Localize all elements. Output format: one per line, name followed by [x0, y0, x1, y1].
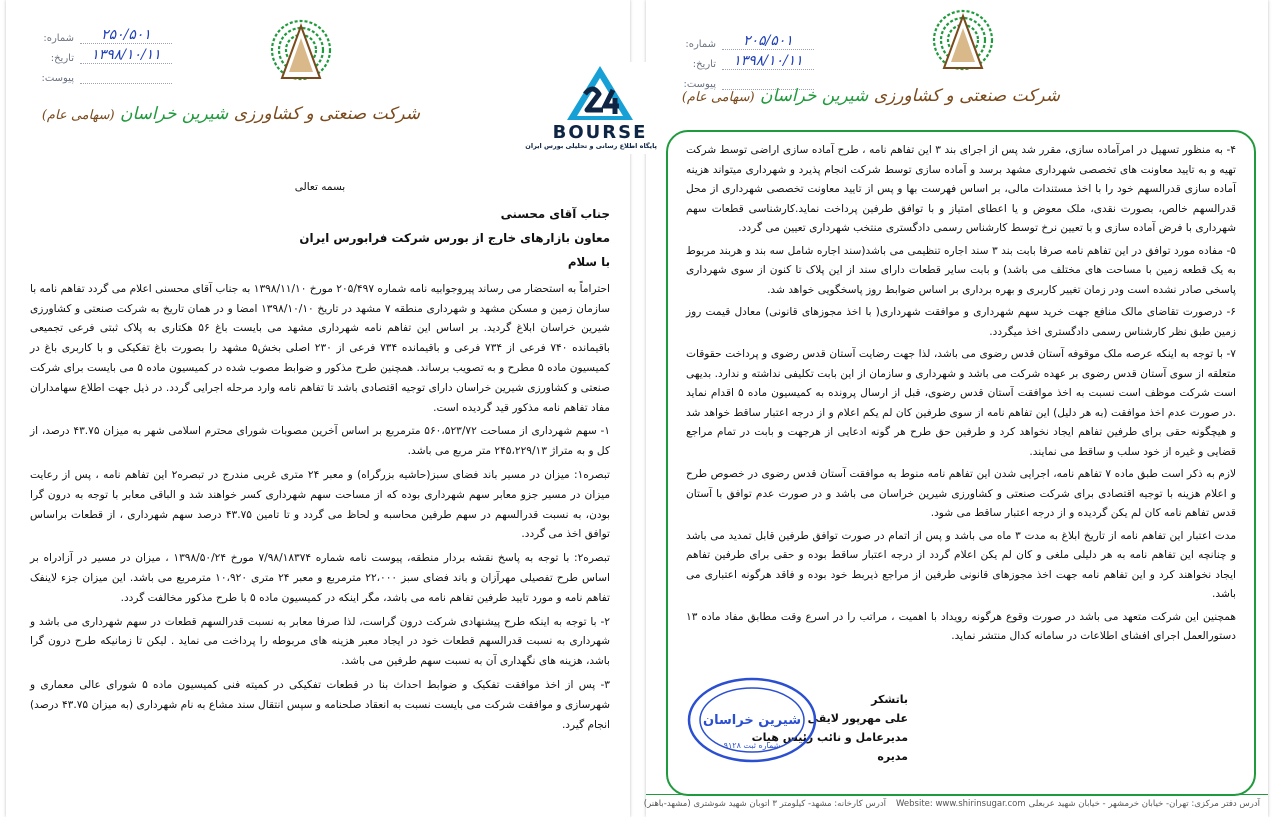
- paragraph: تبصره۲: با توجه به پاسخ نقشه بردار منطقه، پیوست نامه شماره ۷/۹۸/۱۸۳۷۴ مورخ ۱۳۹۸/۵۰/۲۴ ، میزان در مسیر در آزادراه بر اساس طرح تفصیلی مهرآزان و باند فضای سبز ۲۲،۰۰۰ مترمربع و معبر ۲۴ متری ۱۰،۹۲۰ مترمربع می باشد. این میزان جزء لاینفک تفاهم نامه و مورد تایید طرفین تفاهم نامه می باشد، مگر اینکه در کمیسیون ماده ۵ با طرح مذکور مخالفت گردد.: [30, 552, 610, 604]
- closing: باتشکر: [871, 693, 908, 706]
- reference-block: [34, 24, 172, 84]
- date-label: تاریخ:: [50, 53, 74, 64]
- date-label: تاریخ:: [692, 59, 716, 70]
- bourse-watermark: [525, 62, 657, 154]
- company-stamp-icon: [686, 676, 818, 764]
- bourse-tagline: پایگاه اطلاع رسانی و تحلیلی بورس ایران: [525, 142, 657, 150]
- paragraph: مدت اعتبار این تفاهم نامه از تاریخ ابلاغ به مدت ۳ ماه می باشد و پس از اتمام در صورت توافق طرفین قابل تمدید می باشد و چنانچه این تفاهم نامه به هر دلیلی ملغی و کان لم یکن اعلام گردد از درجه اعتبار ساقط بوده و حقی برای طرفین تفاهم ایجاد نخواهند کرد و این تفاهم نامه جهت اخذ مجوزهای قانونی طرفین از مراجع ذیربط خود بوده و فاقد هرگونه اعتباری می باشد.: [686, 529, 1236, 600]
- bourse-name: BOURSE: [552, 122, 648, 143]
- number-label: شماره:: [685, 39, 716, 50]
- number-label: شماره:: [43, 33, 74, 44]
- page-footer: [643, 794, 1268, 817]
- company-name: شرکت صنعتی و کشاورزی شیرین خراسان (سهامی عام): [681, 86, 1060, 106]
- letter-page-2: [643, 0, 1268, 817]
- paragraph: ۳- پس از اخذ موافقت تفکیک و ضوابط احداث بنا در قطعات تفکیکی در کمیته فنی کمیسیون ماده ۵ شورای عالی معماری و شهرسازی و موافقت شرکت می بایست نسبت به انعقاد صلحنامه و سپس انتقال سند مشاع به نام شهرداری (به میزان ۴۳.۷۵ درصد) انجام گیرد.: [30, 678, 611, 731]
- paragraph: ۲- با توجه به اینکه طرح پیشنهادی شرکت درون گراست، لذا صرفا معابر به نسبت قدرالسهم قطعات در سهم شهرداری می باشد و شهرداری به نسبت قدرالسهم قطعات خود در ایجاد معبر هزینه های مربوطه را پرداخت می نماید . لیکن تا زمانیکه طرح درون گرا باشد، هزینه های نگهداری آن به نسبت سهم طرفین می باشد.: [30, 615, 610, 668]
- letter-number: ۲۰۵/۵۰۱: [722, 33, 814, 50]
- bourse-logo-icon: [563, 64, 637, 124]
- attachment-value: [80, 83, 172, 84]
- company-name: شرکت صنعتی و کشاورزی شیرین خراسان (سهامی عام): [41, 104, 420, 124]
- letter-body: [686, 141, 1236, 650]
- footer-office-address: آدرس دفتر مرکزی: تهران- خیابان خرمشهر - خیابان شهید عربعلی: [1028, 799, 1260, 809]
- company-logo-icon: [270, 16, 332, 90]
- letter-body: [30, 178, 610, 739]
- footer-website: Website: www.shirinsugar.com: [896, 799, 1026, 809]
- paragraph: تبصره۱: میزان در مسیر باند فضای سبز(حاشیه بزرگراه) و معبر ۲۴ متری غربی مندرج در تبصره۲ این تفاهم نامه ، پس از رعایت میزان در مسیر جزو معابر سهم شهرداری بوده که از مساحت سهم شهرداری کسر خواهند شد و الباقی معابر با توجه به درون گرا بودن، به نسبت قدرالسهم در سهم طرفین محاسبه و لحاظ می گردد و تا تامین ۴۳.۷۵ درصد سهم شهرداری ، از قطعات براساس توافق اخذ می گردد.: [30, 468, 610, 541]
- basmala: بسمه تعالی: [294, 181, 346, 193]
- stamp-number: شماره ثبت ۹۱۲۸: [723, 741, 781, 750]
- signer-title: مدیرعامل و نائب رئیس هیات مدیره: [751, 731, 908, 763]
- company-logo-icon: [932, 6, 994, 80]
- paragraph: ۷- با توجه به اینکه عرصه ملک موقوفه آستان قدس رضوی می باشد، لذا جهت رضایت آستان قدس رضوی و پرداخت حقوقات متعلقه از سوی آستان قدس رضوی بر عهده شرکت می باشد و شهرداری و سازمان از این بابت تکلیفی نداشته و ندارد. بدیهی است شرکت موظف است نسبت به اخذ موافقت آستان قدس رضوی، قبل از ارسال پرونده به کمیسیون ماده ۵ اقدام نماید .در صورت عدم اخذ موافقت (به هر دلیل) این تفاهم نامه از سوی طرفین کان لم یکم اعلام و از درجه اعتبار ساقط خواهد شد و هیچگونه حقی برای طرفین تفاهم ایجاد نخواهد کرد و طرفین حق طرح هر گونه ادعایی از هرجهت و بابت در تمام مراجع قضایی و غیره از خود سلب و ساقط می نمایند.: [686, 348, 1236, 458]
- greeting: با سلام: [567, 254, 610, 269]
- stamp-text: شیرین خراسان: [703, 713, 801, 728]
- paragraph: احتراماً به استحضار می رساند پیروجوابیه نامه شماره ۲۰۵/۴۹۷ مورخ ۱۳۹۸/۱۱/۱۰ به جناب آقای محسنی اعلام می گردد تفاهم نامه با سازمان زمین و مسکن مشهد و شهرداری منطقه ۷ مشهد در تاریخ ۱۳۹۸/۱۰/۱۰ امضا و در همان تاریخ به شرکت صنعتی و کشاورزی شیرین خراسان ابلاغ گردید. بر اساس این تفاهم نامه شهرداری مشهد می بایست باغ ۵۶ هکتاری به پلاک ثبتی فرعی تجمیعی باقیمانده ۷۴۰ فرعی از ۷۳۴ فرعی و باقیمانده ۷۳۴ فرعی از ۲۳۰ اصلی بخش۵ مشهد را بصورت باغ تفکیکی و با کاربری باغ در کمیسیون ماده ۵ مطرح و به تصویب برساند. همچنین طرح مذکور و ضوابط مصوب شده در کمیسیون ماده ۵ می بایست برای شرکت صنعتی و کشاورزی شیرین خراسان دارای توجیه اقتصادی باشد تا تفاهم نامه وارد مرحله اجرایی گردد. در ذیل جهت اطلاع سهامداران مفاد تفاهم نامه مذکور قید گردیده است.: [30, 282, 611, 414]
- paragraph: همچنین این شرکت متعهد می باشد در صورت وقوع هرگونه رویداد با اهمیت ، مراتب را در اسرع وقت مطابق مفاد ماده ۱۳ دستورالعمل اجرای افشای اطلاعات در سامانه کدال منتشر نماید.: [686, 610, 1236, 642]
- attachment-label: پیوست:: [41, 73, 74, 84]
- letter-date: ۱۳۹۸/۱۰/۱۱: [722, 53, 814, 70]
- letter-page-1: [6, 0, 630, 817]
- paragraph: ۱- سهم شهرداری از مساحت ۵۶۰،۵۲۳/۷۲ مترمربع بر اساس آخرین مصوبات شورای محترم اسلامی شهر به میزان ۴۳.۷۵ درصد، از کل و به متراژ ۲۴۵،۲۲۹/۱۳ متر مربع می باشد.: [30, 425, 610, 458]
- footer-factory-address: آدرس کارخانه: مشهد- کیلومتر ۳ اتوبان شهید شوشتری (مشهد-باهنر): [643, 799, 886, 809]
- attachment-label: پیوست:: [683, 79, 716, 90]
- addressee-title: معاون بازارهای خارج از بورس شرکت فرابورس ایران: [299, 230, 610, 245]
- paragraph: ۴- به منظور تسهیل در امرآماده سازی، مقرر شد پس از اجرای بند ۳ این تفاهم نامه ، طرح آماده سازی اراضی توسط شرکت تهیه و به تایید معاونت های تخصصی شهرداری مشهد برسد و آماده سازی توسط شرکت انجام پذیرد و شهرداری میتواند هزینه آماده سازی قدرالسهم خود را با اخذ مستندات مالی، بر اساس فهرست بها و پس از تایید معاونت تخصصی شهرداری از محل قدرالسهم خالص، بصورت نقدی، ملک معوض و یا اعطای امتیاز و با توافق طرفین پرداخت نماید.کارشناسی قطعات سهم شهرداری با فرض آماده سازی و با تعیین نرخ توسط کارشناس رسمی دادگستری منتخب شهرداری تعیین می گردد.: [686, 144, 1236, 234]
- letter-number: ۲۵۰/۵۰۱: [80, 27, 172, 44]
- reference-block: [676, 30, 814, 90]
- paragraph: لازم به ذکر است طبق ماده ۷ تفاهم نامه، اجرایی شدن این تفاهم نامه منوط به موافقت آستان قدس رضوی در خصوص طرح و اعلام هزینه با توجیه اقتصادی برای شرکت صنعتی و کشاورزی شیرین خراسان می باشد و در صورت عدم توافق با آستان قدس تفاهم نامه کان لم یکن گردیده و از درجه اعتبار ساقط می شود.: [686, 468, 1237, 519]
- signer-name: علی مهرپور لایقی: [807, 712, 908, 725]
- letter-date: ۱۳۹۸/۱۰/۱۱: [80, 47, 172, 64]
- paragraph: ۵- مفاده مورد توافق در این تفاهم نامه صرفا بابت بند ۳ سند اجاره تنظیمی می باشد(سند اجاره شامل سه بند و هربند مربوط به یک قطعه زمین با مساحت های مختلف می باشد) و بابت سایر قطعات دارای سند از این پلاک تا کنون از سوی شهرداری پاسخی صادر نشده است ودر زمان تغییر کاربری و بهره برداری بر اساس ضوابط روز پاسخگویی خواهد شد.: [686, 244, 1236, 296]
- addressee-name: جناب آقای محسنی: [500, 206, 610, 221]
- paragraph: ۶- درصورت تقاضای مالک منافع جهت خرید سهم شهرداری و موافقت شهرداری( با اخذ مجوزهای قانونی) معادل قیمت روز زمین طبق نظر کارشناس رسمی دادگستری اخذ میگردد.: [686, 306, 1236, 338]
